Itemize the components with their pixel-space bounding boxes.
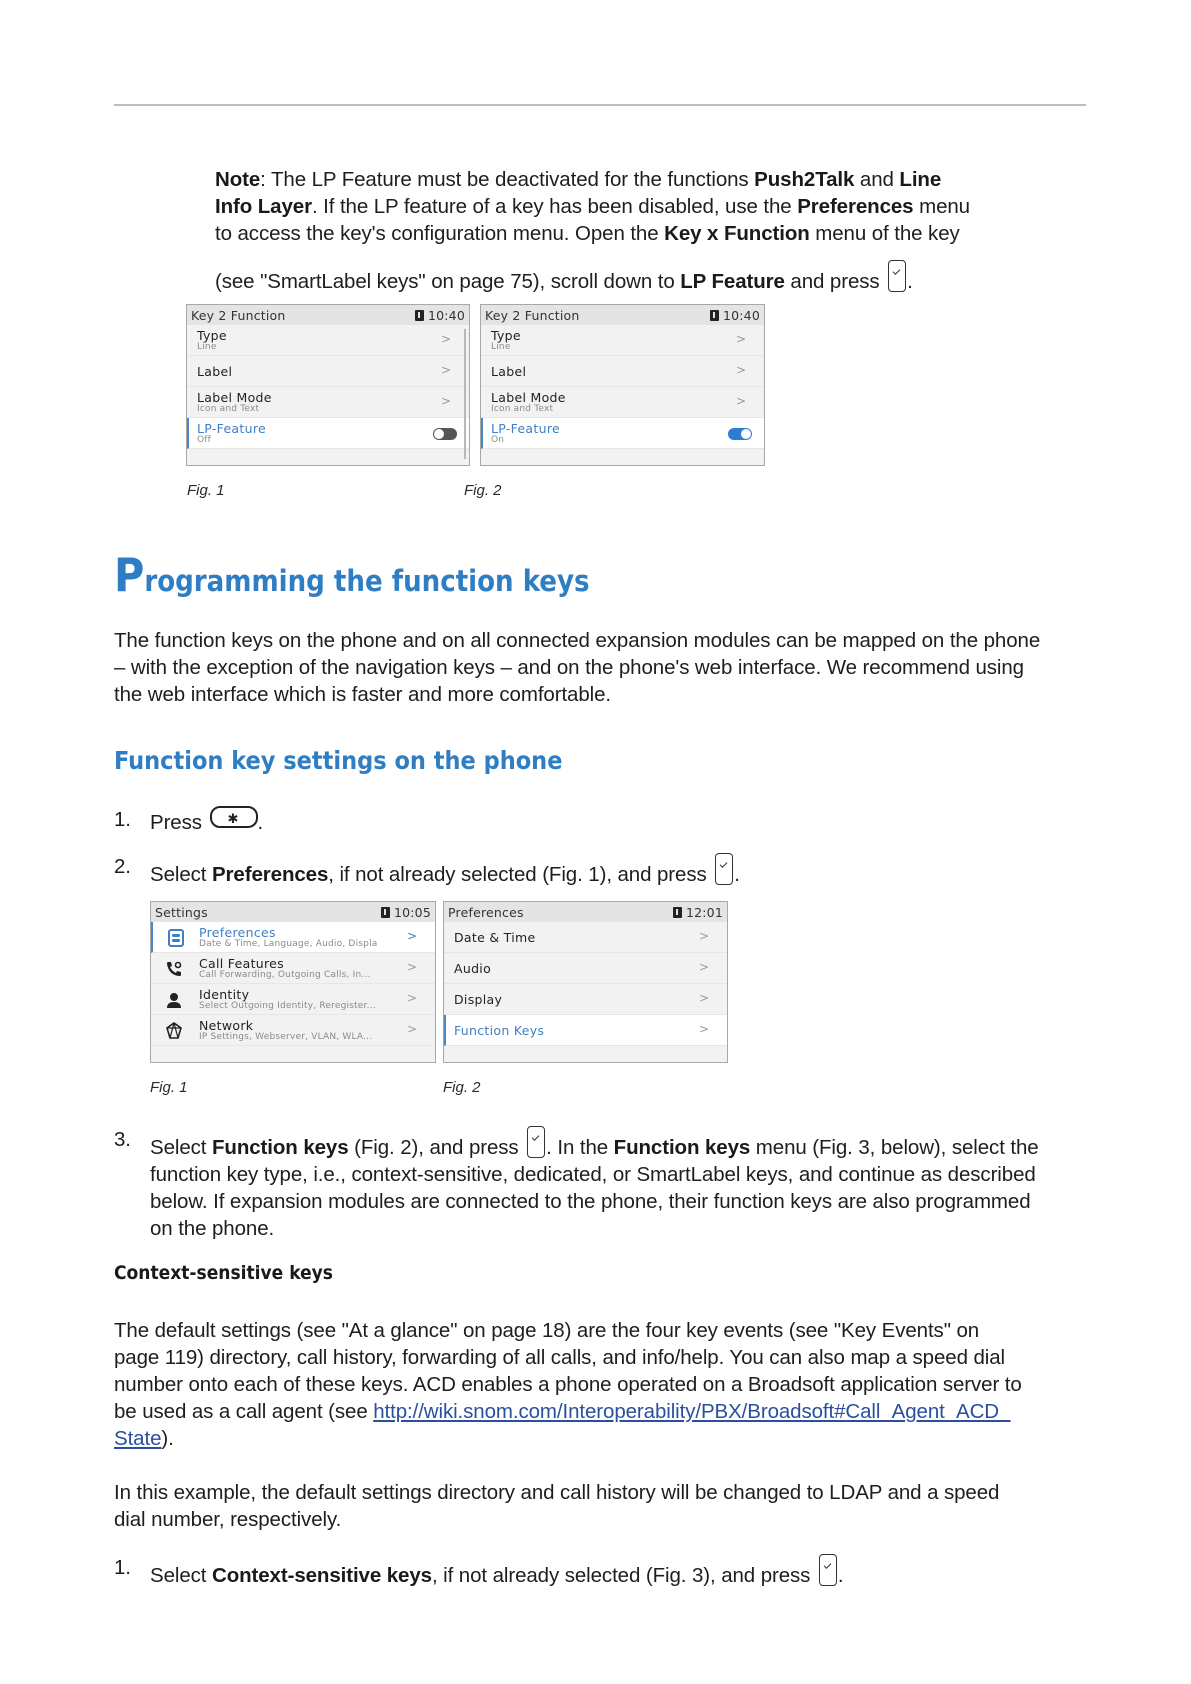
paragraph-line: In this example, the default settings directory and call history will be changed to LDAP and a speed [114, 1481, 1000, 1504]
row-label: Network [199, 1018, 254, 1033]
step-1 [114, 806, 1014, 833]
menu-row-type[interactable] [481, 325, 764, 356]
phone-screen-key2-function-on [480, 304, 765, 466]
bold-term: Preferences [797, 195, 914, 218]
note-line: to access the key's configuration menu. Open the Key x Function menu of the key [215, 222, 960, 245]
menu-row-display[interactable] [444, 984, 727, 1015]
step-text: Select Context-sensitive keys, if not already selected (Fig. 3), and press . [150, 1554, 844, 1589]
menu-row-audio[interactable] [444, 953, 727, 984]
menu-row-preferences[interactable] [151, 922, 435, 953]
row-label: Function Keys [454, 1023, 545, 1038]
row-label: LP-Feature [197, 421, 266, 436]
menu-row-lp-feature[interactable] [481, 418, 764, 449]
row-label: Preferences [199, 925, 276, 940]
intro-line: The function keys on the phone and on all connected expansion modules can be mapped on the phone [114, 629, 1041, 652]
row-label: Label [197, 364, 233, 379]
battery-icon [415, 310, 424, 321]
row-label: LP-Feature [491, 421, 560, 436]
battery-icon [381, 907, 390, 918]
screen-time: 10:40 [722, 307, 760, 323]
row-label: Type [197, 328, 227, 343]
menu-row-type[interactable] [187, 325, 469, 356]
chevron-right-icon: > [698, 1022, 709, 1036]
note-block [215, 166, 970, 293]
step-line: function key type, i.e., context-sensitive, dedicated, or SmartLabel keys, and continue as described [150, 1163, 1036, 1186]
scrollbar[interactable] [464, 329, 466, 459]
bold-term: Function keys [613, 1136, 751, 1159]
bold-term: Key x Function [664, 222, 810, 245]
phone-screen-settings [150, 901, 436, 1063]
chevron-right-icon: > [698, 929, 709, 943]
heading-rest: rogramming the function keys [144, 564, 590, 598]
step-number: 2. [114, 855, 131, 878]
row-sub: Select Outgoing Identity, Reregister... [199, 1001, 376, 1011]
chevron-right-icon: > [735, 332, 746, 346]
row-label: Date & Time [454, 930, 536, 945]
row-sub: Icon and Text [197, 404, 260, 414]
screen-header [444, 902, 727, 922]
call-features-icon [165, 960, 183, 978]
step-number: 3. [114, 1128, 131, 1151]
row-sub: Call Forwarding, Outgoing Calls, In... [199, 970, 371, 980]
note-line: Note: The LP Feature must be deactivated for the functions Push2Talk and Line [215, 168, 942, 191]
header-rule [114, 104, 1086, 106]
lp-feature-toggle-off[interactable] [433, 428, 457, 440]
paragraph-line: page 119) directory, call history, forwarding of all calls, and info/help. You can also map a speed dial [114, 1346, 1005, 1369]
figure-caption: Fig. 1 [150, 1079, 188, 1096]
row-label: Display [454, 992, 503, 1007]
subsection-heading: Function key settings on the phone [114, 746, 563, 775]
context-paragraph [114, 1317, 1022, 1452]
phone-screen-key2-function-off [186, 304, 470, 466]
identity-icon [165, 991, 183, 1009]
row-label: Type [491, 328, 521, 343]
screen-title: Preferences [448, 904, 524, 920]
chevron-right-icon: > [440, 363, 451, 377]
paragraph-line: number onto each of these keys. ACD enables a phone operated on a Broadsoft application server to [114, 1373, 1022, 1396]
step-3 [114, 1126, 1094, 1240]
heading-initial: P [114, 548, 145, 602]
screen-time: 12:01 [685, 904, 723, 920]
chevron-right-icon: > [406, 1022, 417, 1036]
battery-icon [710, 310, 719, 321]
bold-term: Push2Talk [754, 168, 855, 191]
menu-row-label-mode[interactable] [187, 387, 469, 418]
step-number: 1. [114, 808, 131, 831]
ok-key-icon [819, 1554, 837, 1586]
network-icon [165, 1022, 183, 1040]
chevron-right-icon: > [406, 929, 417, 943]
paragraph-line: be used as a call agent (see http://wiki.snom.com/Interoperability/PBX/Broadsoft#Call_Agent_ACD_ [114, 1400, 1011, 1423]
menu-row-label-mode[interactable] [481, 387, 764, 418]
screen-title: Key 2 Function [485, 307, 580, 323]
row-label: Audio [454, 961, 492, 976]
row-label: Label [491, 364, 527, 379]
row-sub: Line [197, 342, 217, 352]
row-label: Label Mode [491, 390, 566, 405]
intro-line: – with the exception of the navigation keys – and on the phone's web interface. We recommend using [114, 656, 1024, 679]
intro-line: the web interface which is faster and more comfortable. [114, 683, 611, 706]
bold-term: LP Feature [680, 270, 785, 293]
menu-row-label[interactable] [187, 356, 469, 387]
row-sub: IP Settings, Webserver, VLAN, WLA... [199, 1032, 373, 1042]
battery-icon [673, 907, 682, 918]
section-heading [114, 548, 590, 602]
row-sub: On [491, 435, 505, 445]
step-2 [114, 853, 1014, 886]
figure-caption: Fig. 2 [443, 1079, 481, 1096]
phone-screen-preferences [443, 901, 728, 1063]
settings-key-icon [210, 806, 258, 828]
screen-header [151, 902, 435, 922]
menu-row-call-features[interactable] [151, 953, 435, 984]
chevron-right-icon: > [698, 960, 709, 974]
note-line: (see "SmartLabel keys" on page 75), scroll down to LP Feature and press . [215, 260, 970, 287]
screen-time: 10:05 [393, 904, 431, 920]
paragraph-line: dial number, respectively. [114, 1508, 342, 1531]
step-line: Select Function keys (Fig. 2), and press . In the Function keys menu (Fig. 3, below), select the [150, 1126, 1039, 1161]
bold-term: Preferences [211, 863, 329, 886]
paragraph-line: State). [114, 1427, 174, 1450]
row-sub: Line [491, 342, 511, 352]
screen-header [481, 305, 764, 325]
step-number: 1. [114, 1556, 131, 1579]
bold-term: Line [899, 168, 942, 191]
screen-title: Key 2 Function [191, 307, 286, 323]
row-sub: Off [197, 435, 212, 445]
step-text: Select Preferences, if not already selected (Fig. 1), and press . [150, 853, 740, 888]
menu-row-date-time[interactable] [444, 922, 727, 953]
example-paragraph [114, 1479, 999, 1533]
chevron-right-icon: > [440, 332, 451, 346]
bold-term: Context-sensitive keys [211, 1564, 432, 1587]
step-line: on the phone. [150, 1217, 275, 1240]
ok-key-icon [715, 853, 733, 885]
chevron-right-icon: > [406, 991, 417, 1005]
bold-term: Info Layer [215, 195, 312, 218]
wiki-link[interactable]: State [114, 1427, 162, 1450]
row-label: Identity [199, 987, 250, 1002]
preferences-icon [167, 929, 185, 947]
screen-header [187, 305, 469, 325]
figure-caption: Fig. 1 [187, 482, 225, 499]
chevron-right-icon: > [698, 991, 709, 1005]
menu-row-lp-feature[interactable] [187, 418, 469, 449]
chevron-right-icon: > [735, 394, 746, 408]
ok-key-icon [888, 260, 906, 292]
step-b-1 [114, 1554, 1014, 1587]
menu-row-label[interactable] [481, 356, 764, 387]
chevron-right-icon: > [440, 394, 451, 408]
note-line: Info Layer. If the LP feature of a key has been disabled, use the Preferences menu [215, 195, 970, 218]
ok-key-icon [527, 1126, 545, 1158]
bold-term: Function keys [211, 1136, 349, 1159]
chevron-right-icon: > [406, 960, 417, 974]
step-text [150, 1126, 1039, 1242]
intro-paragraph [114, 627, 1040, 708]
row-label: Label Mode [197, 390, 272, 405]
wiki-link[interactable]: http://wiki.snom.com/Interoperability/PBX/Broadsoft#Call_Agent_ACD_ [373, 1400, 1011, 1423]
figure-caption: Fig. 2 [464, 482, 502, 499]
step-text: Press ✱. [150, 806, 263, 836]
step-line: below. If expansion modules are connected to the phone, their function keys are also programmed [150, 1190, 1031, 1213]
row-sub: Icon and Text [491, 404, 554, 414]
lp-feature-toggle-on[interactable] [728, 428, 752, 440]
screen-title: Settings [155, 904, 208, 920]
row-sub: Date & Time, Language, Audio, Displa [199, 939, 378, 949]
bold-term: Note [215, 168, 261, 191]
screen-time: 10:40 [427, 307, 465, 323]
chevron-right-icon: > [735, 363, 746, 377]
menu-row-identity[interactable] [151, 984, 435, 1015]
row-label: Call Features [199, 956, 284, 971]
context-sensitive-heading: Context-sensitive keys [114, 1262, 333, 1284]
paragraph-line: The default settings (see "At a glance" on page 18) are the four key events (see "Key Events" on [114, 1319, 980, 1342]
menu-row-network[interactable] [151, 1015, 435, 1046]
menu-row-function-keys[interactable] [444, 1015, 727, 1046]
